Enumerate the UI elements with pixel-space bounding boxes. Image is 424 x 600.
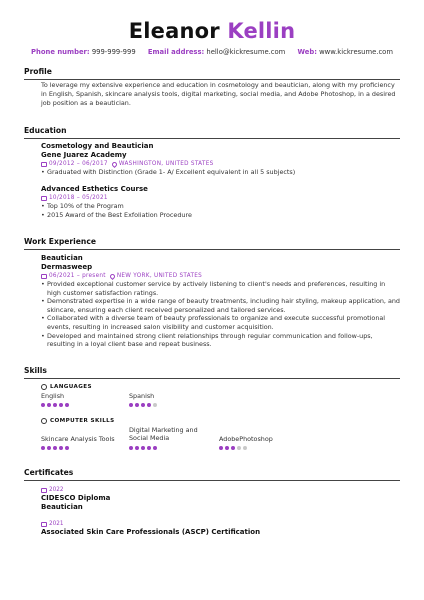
education-entry-meta bbox=[41, 160, 400, 168]
list-item: • Provided exceptional customer service by actively listening to client's needs and preferences, resulting in high customer satisfaction ratings. bbox=[41, 280, 400, 297]
certificate-year: 2022 bbox=[49, 487, 64, 493]
profile-title: Profile bbox=[24, 67, 400, 80]
level-dot-filled bbox=[225, 446, 229, 450]
computer-skills-label: COMPUTER SKILLS bbox=[50, 418, 115, 424]
skill-level-dots bbox=[129, 403, 159, 407]
skill-name: AdobePhotoshop bbox=[219, 435, 273, 443]
certificates-title: Certificates bbox=[24, 468, 400, 481]
email-label: Email address: bbox=[147, 48, 205, 56]
level-dot-filled bbox=[147, 403, 151, 407]
work-entry-meta bbox=[41, 272, 400, 280]
contact-line bbox=[0, 48, 424, 57]
level-dot-filled bbox=[135, 446, 139, 450]
certificate-entry bbox=[41, 520, 400, 537]
skill-name: Spanish bbox=[129, 392, 155, 400]
work-entry-title: Beautician bbox=[41, 254, 83, 262]
skill-level-dots bbox=[129, 446, 209, 450]
languages-label: LANGUAGES bbox=[50, 384, 92, 390]
phone-label: Phone number: bbox=[31, 48, 90, 56]
globe-icon bbox=[41, 384, 47, 390]
skill-level-dots bbox=[219, 446, 273, 450]
level-dot-empty bbox=[153, 403, 157, 407]
location-pin-icon bbox=[111, 160, 118, 167]
email-group bbox=[148, 48, 285, 56]
phone-group bbox=[31, 48, 136, 56]
level-dot-filled bbox=[41, 446, 45, 450]
work-entry-org: Dermasweep bbox=[41, 263, 93, 271]
calendar-icon bbox=[41, 162, 47, 167]
work-title: Work Experience bbox=[24, 237, 400, 250]
phone-value: 999-999-999 bbox=[91, 48, 136, 56]
list-item: • Graduated with Distinction (Grade 1- A/ Excellent equivalent in all 5 subjects) bbox=[41, 168, 400, 177]
skills-content bbox=[41, 383, 400, 463]
level-dot-filled bbox=[59, 403, 63, 407]
skills-title: Skills bbox=[24, 366, 400, 379]
level-dot-filled bbox=[219, 446, 223, 450]
certificate-year-row bbox=[41, 486, 400, 494]
level-dot-filled bbox=[147, 446, 151, 450]
level-dot-filled bbox=[59, 446, 63, 450]
work-entry bbox=[41, 254, 400, 349]
level-dot-filled bbox=[47, 446, 51, 450]
certificate-year: 2021 bbox=[49, 521, 64, 527]
work-entry-location: NEW YORK, UNITED STATES bbox=[116, 273, 203, 279]
calendar-icon bbox=[41, 488, 47, 493]
level-dot-filled bbox=[141, 446, 145, 450]
profile-text: To leverage my extensive experience and education in cosmetology and beautician, along with my proficiency in English, Spanish, skincare analysis tools, digital marketing, social media, and Adobe Photoshop, in a desired job position as a beautician. bbox=[41, 81, 396, 107]
list-item: • 2015 Award of the Best Exfoliation Procedure bbox=[41, 211, 400, 220]
level-dot-empty bbox=[237, 446, 241, 450]
work-entry-bullets bbox=[41, 280, 400, 349]
skill-name: English bbox=[41, 392, 65, 400]
skill-name: Skincare Analysis Tools bbox=[41, 435, 115, 443]
education-entry-dates: 09/2012 – 06/2017 bbox=[49, 161, 108, 167]
skill-item bbox=[129, 392, 159, 407]
skill-item bbox=[129, 426, 209, 450]
profile-section bbox=[24, 67, 400, 129]
level-dot-filled bbox=[153, 446, 157, 450]
education-entry bbox=[41, 142, 400, 177]
work-section bbox=[24, 237, 400, 363]
location-pin-icon bbox=[109, 272, 116, 279]
calendar-icon bbox=[41, 522, 47, 527]
skill-level-dots bbox=[41, 446, 115, 450]
languages-heading bbox=[41, 383, 400, 391]
email-value[interactable]: hello@kickresume.com bbox=[206, 48, 286, 56]
calendar-icon bbox=[41, 196, 47, 201]
skill-name: Digital Marketing and Social Media bbox=[129, 426, 198, 443]
first-name: Eleanor bbox=[128, 19, 220, 43]
web-group bbox=[297, 48, 393, 56]
monitor-icon bbox=[41, 418, 47, 424]
calendar-icon bbox=[41, 274, 47, 279]
education-entry-org: Gene Juarez Academy bbox=[41, 151, 127, 159]
resume-header bbox=[0, 18, 424, 57]
certificate-title: Associated Skin Care Professionals (ASCP) Certification bbox=[41, 528, 261, 536]
education-entry-meta bbox=[41, 194, 400, 202]
web-value[interactable]: www.kickresume.com bbox=[319, 48, 393, 56]
list-item: • Top 10% of the Program bbox=[41, 202, 400, 211]
level-dot-filled bbox=[65, 446, 69, 450]
level-dot-empty bbox=[243, 446, 247, 450]
level-dot-filled bbox=[65, 403, 69, 407]
level-dot-filled bbox=[129, 403, 133, 407]
level-dot-filled bbox=[53, 446, 57, 450]
level-dot-filled bbox=[231, 446, 235, 450]
skills-section bbox=[24, 366, 400, 466]
skill-item bbox=[219, 435, 273, 450]
web-label: Web: bbox=[297, 48, 317, 56]
candidate-name bbox=[0, 18, 424, 44]
education-entry-bullets bbox=[41, 168, 400, 177]
list-item: • Collaborated with a diverse team of beauty professionals to organize and execute successful promotional events, resulting in increased salon visibility and customer acquisition. bbox=[41, 314, 400, 331]
certificate-year-row bbox=[41, 520, 400, 528]
education-section bbox=[24, 126, 400, 246]
education-entry bbox=[41, 185, 400, 219]
certificates-section bbox=[24, 468, 400, 548]
skill-item bbox=[41, 435, 115, 450]
certificate-title: CIDESCO Diploma bbox=[41, 494, 111, 502]
education-entry-dates: 10/2018 – 05/2021 bbox=[49, 195, 108, 201]
level-dot-filled bbox=[135, 403, 139, 407]
last-name: Kellin bbox=[227, 19, 296, 43]
education-entry-location: WASHINGTON, UNITED STATES bbox=[118, 161, 214, 167]
skill-level-dots bbox=[41, 403, 71, 407]
list-item: • Developed and maintained strong client relationships through regular communication and follow-ups, resulting in a loyal client base and repeat business. bbox=[41, 332, 400, 349]
level-dot-filled bbox=[141, 403, 145, 407]
level-dot-filled bbox=[129, 446, 133, 450]
level-dot-filled bbox=[41, 403, 45, 407]
education-entry-title: Advanced Esthetics Course bbox=[41, 185, 148, 193]
work-entry-dates: 06/2021 – present bbox=[49, 273, 106, 279]
education-entry-title: Cosmetology and Beautician bbox=[41, 142, 154, 150]
education-entry-bullets bbox=[41, 202, 400, 219]
computer-skills-heading bbox=[41, 417, 115, 425]
certificate-sub: Beautician bbox=[41, 503, 83, 511]
education-title: Education bbox=[24, 126, 400, 139]
list-item: • Demonstrated expertise in a wide range of beauty treatments, including hair styling, makeup application, and skincare, ensuring each client received personalized and tailored services. bbox=[41, 297, 400, 314]
skill-item bbox=[41, 392, 71, 407]
level-dot-filled bbox=[47, 403, 51, 407]
certificate-entry bbox=[41, 486, 400, 512]
level-dot-filled bbox=[53, 403, 57, 407]
